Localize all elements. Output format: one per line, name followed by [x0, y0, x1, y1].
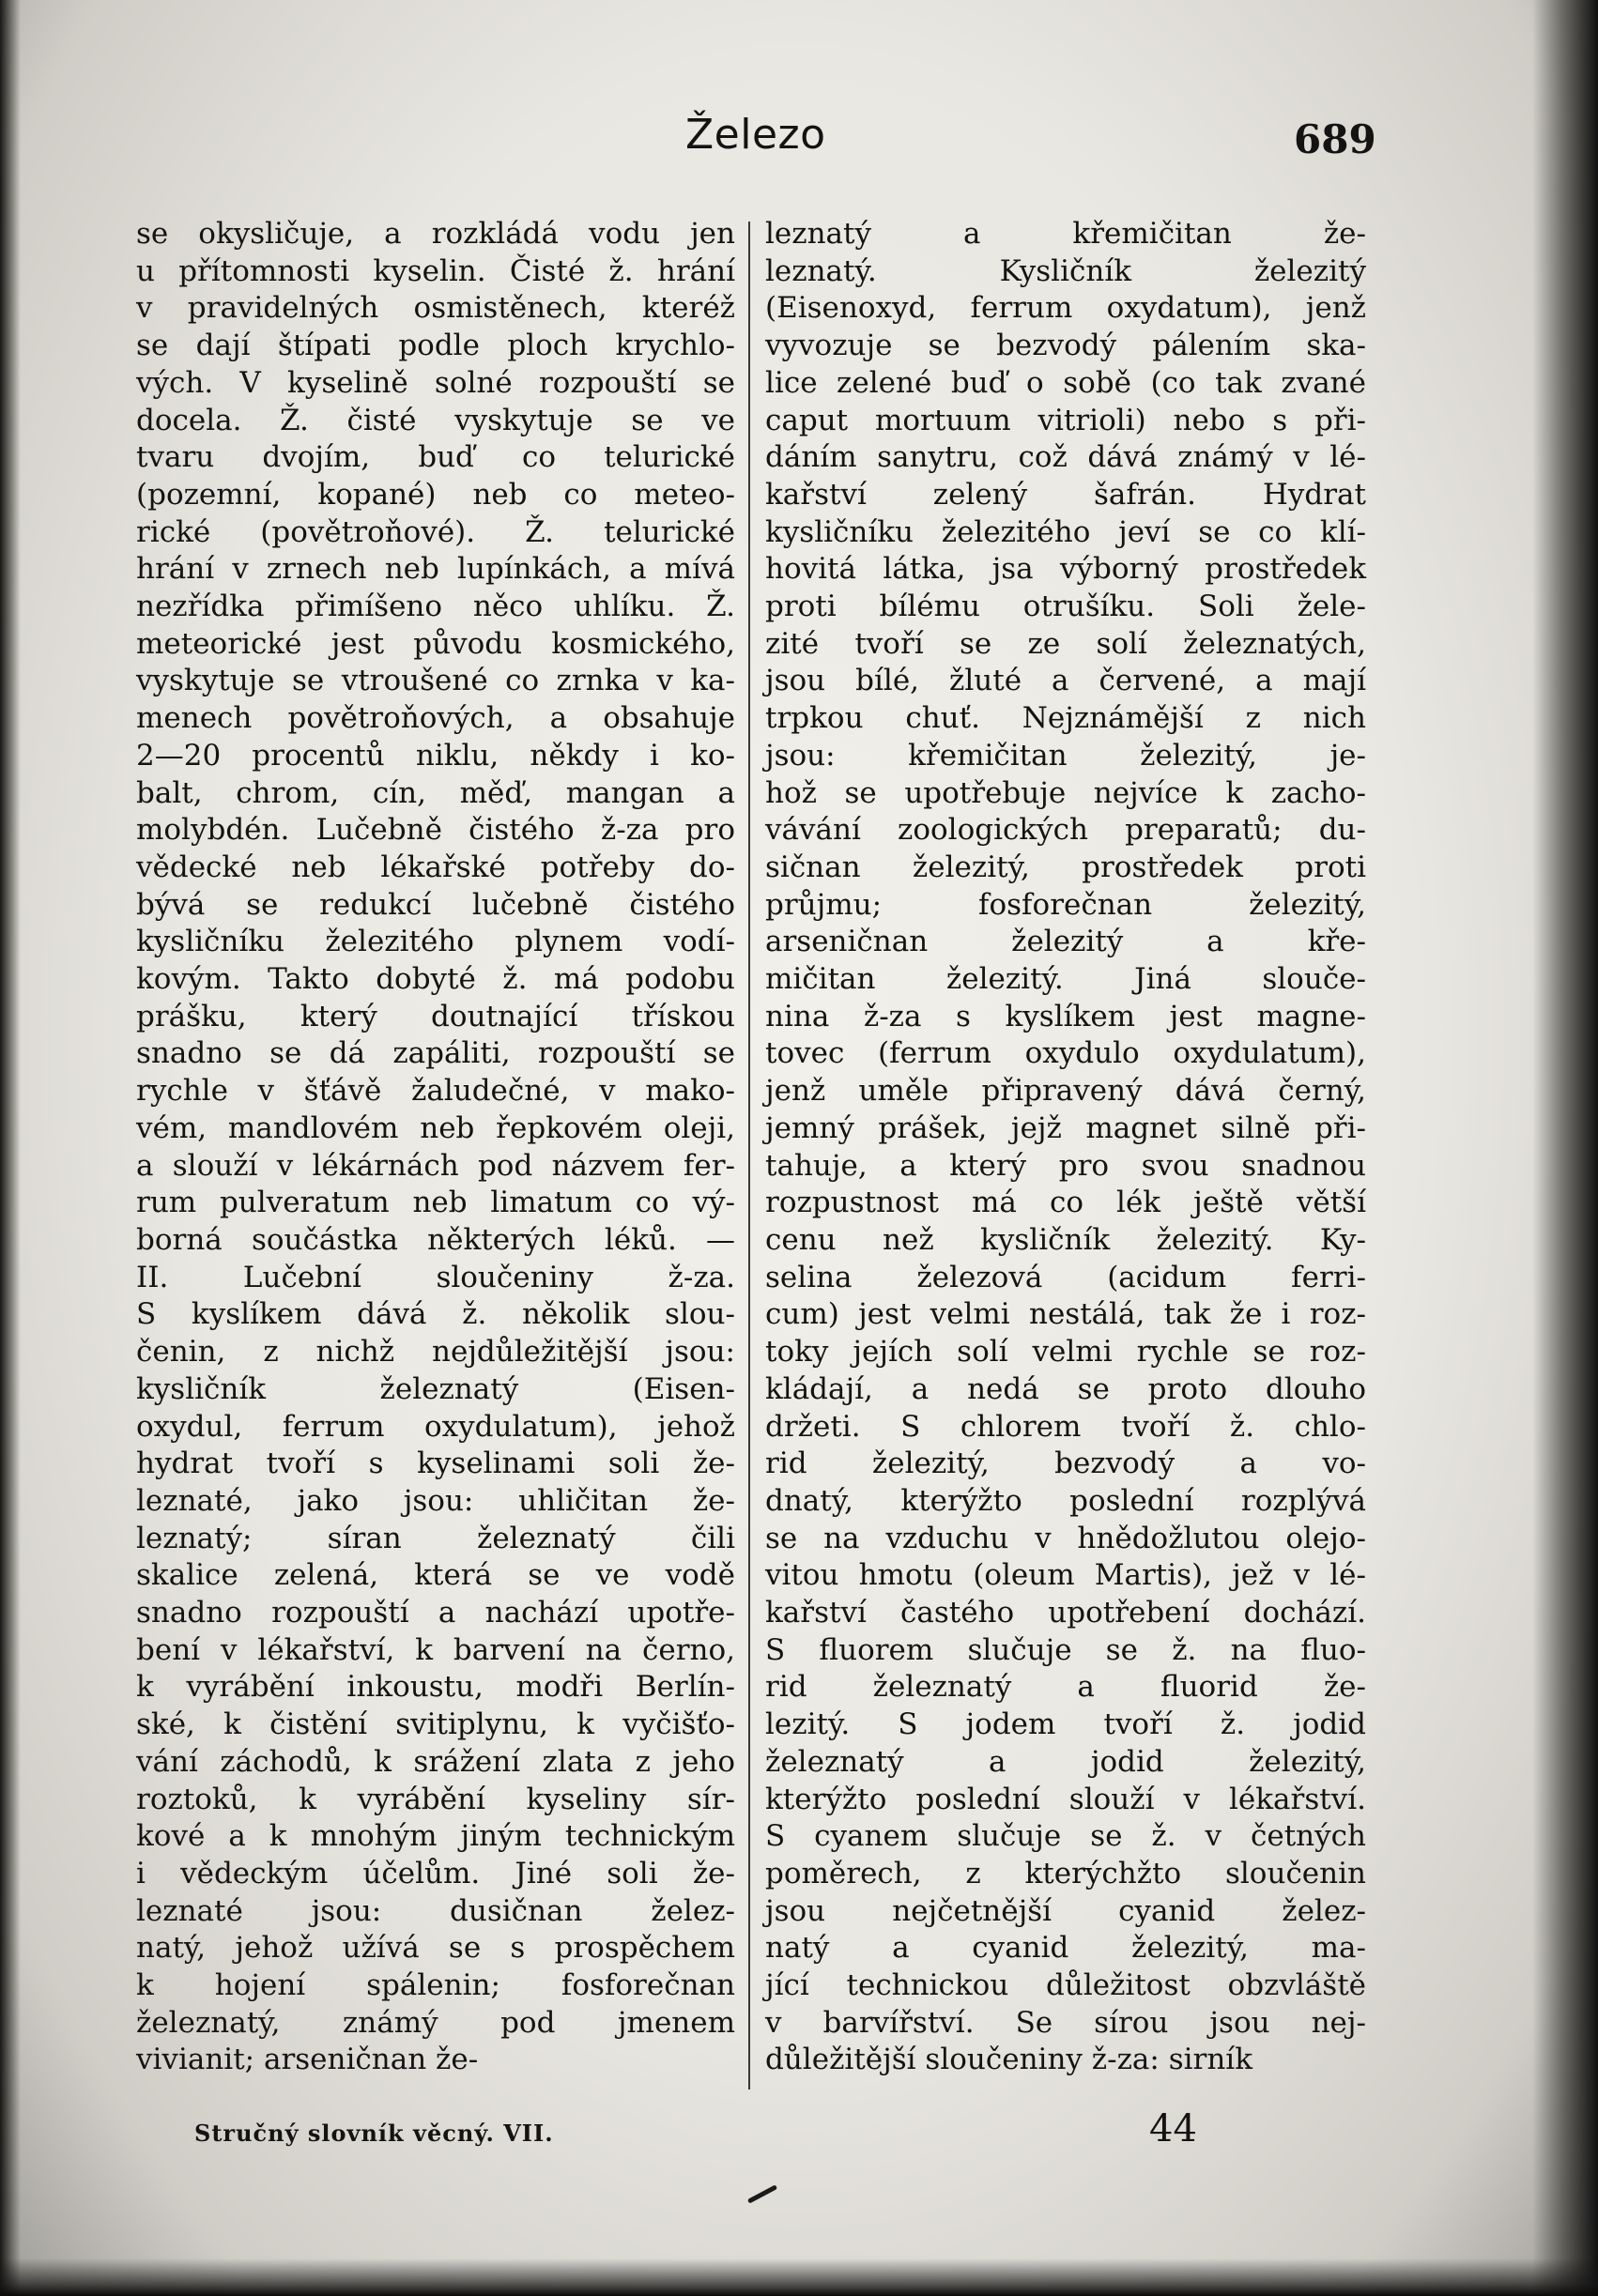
text-line: sičnan železitý, prostředek proti	[765, 850, 1366, 884]
page-shadow-right	[1532, 0, 1598, 2296]
text-line: jenž uměle připravený dává černý,	[765, 1074, 1366, 1109]
text-line: nina ž-za s kyslíkem jest magne-	[765, 999, 1366, 1033]
text-line: oxydul, ferrum oxydulatum), jehož	[136, 1409, 735, 1444]
text-line: k hojení spálenin; fosforečnan	[136, 1968, 735, 2003]
text-line: cenu než kysličník železitý. Ky-	[765, 1222, 1366, 1257]
text-line: dnatý, kterýžto poslední rozplývá	[765, 1483, 1366, 1518]
text-line: kařství častého upotřebení dochází.	[765, 1596, 1366, 1630]
text-line: důležitější sloučeniny ž-za: sirník	[765, 2043, 1253, 2077]
text-line: hydrat tvoří s kyselinami soli že-	[136, 1446, 735, 1481]
text-line: toky jejích solí velmi rychle se roz-	[765, 1335, 1366, 1370]
text-line: hož se upotřebuje nejvíce k zacho-	[765, 775, 1366, 810]
text-line: bení v lékařství, k barvení na černo,	[136, 1632, 735, 1667]
text-line: kysličníku železitého jeví se co klí-	[765, 514, 1366, 549]
text-line: trpkou chuť. Nejznámější z nich	[765, 701, 1366, 736]
text-line: kové a k mnohým jiným technickým	[136, 1819, 735, 1854]
text-line: jsou nejčetnější cyanid želez-	[765, 1893, 1366, 1928]
text-line: snadno rozpouští a nachází upotře-	[136, 1596, 735, 1630]
text-line: cum) jest velmi nestálá, tak že i roz-	[765, 1297, 1366, 1332]
text-line: meteorické jest původu kosmického,	[136, 626, 735, 661]
text-column-right	[765, 216, 1366, 2079]
text-line: leznatý; síran železnatý čili	[136, 1521, 735, 1555]
text-line: poměrech, z kterýchžto sloučenin	[765, 1856, 1366, 1890]
text-line: kysličníku železitého plynem vodí-	[136, 925, 735, 959]
text-line: kládají, a nedá se proto dlouho	[765, 1371, 1366, 1406]
text-line: mičitan železitý. Jiná slouče-	[765, 962, 1366, 997]
text-line: se dají štípati podle ploch krychlo-	[136, 329, 735, 363]
text-line: železnatý a jodid železitý,	[765, 1744, 1366, 1779]
text-line: balt, chrom, cín, měď, mangan a	[136, 775, 735, 810]
text-line: vém, mandlovém neb řepkovém oleji,	[136, 1110, 735, 1145]
text-line: vivianit; arseničnan že-	[136, 2043, 479, 2077]
text-line: S kyslíkem dává ž. několik slou-	[136, 1297, 735, 1332]
text-line: jící technickou důležitost obzvláště	[765, 1968, 1366, 2003]
sheet-number: 44	[1149, 2107, 1197, 2151]
text-line: caput mortuum vitrioli) nebo s při-	[765, 403, 1366, 437]
running-head-title: Železo	[685, 111, 826, 159]
text-line: skalice zelená, která se ve vodě	[136, 1558, 735, 1593]
text-line: zité tvoří se ze solí železnatých,	[765, 626, 1366, 661]
ink-mark	[747, 2184, 777, 2203]
text-line: kařství zelený šafrán. Hydrat	[765, 477, 1366, 512]
text-line: jsou bílé, žluté a červené, a mají	[765, 664, 1366, 698]
text-line: hovitá látka, jsa výborný prostředek	[765, 552, 1366, 587]
text-line: S fluorem slučuje se ž. na fluo-	[765, 1632, 1366, 1667]
text-line: (Eisenoxyd, ferrum oxydatum), jenž	[765, 291, 1366, 326]
text-line: leznaté, jako jsou: uhličitan že-	[136, 1483, 735, 1518]
text-line: rychle v šťávě žaludečné, v mako-	[136, 1074, 735, 1109]
text-line: vyskytuje se vtroušené co zrnka v ka-	[136, 664, 735, 698]
text-line: k vyrábění inkoustu, modři Berlín-	[136, 1670, 735, 1705]
text-line: rid železitý, bezvodý a vo-	[765, 1446, 1366, 1481]
text-line: natý a cyanid železitý, ma-	[765, 1931, 1366, 1966]
text-line: rozpustnost má co lék ještě větší	[765, 1186, 1366, 1220]
text-line: a slouží v lékárnách pod názvem fer-	[136, 1148, 735, 1183]
text-line: tahuje, a který pro svou snadnou	[765, 1148, 1366, 1183]
signature-line: Stručný slovník věcný. VII.	[194, 2120, 554, 2147]
text-line: železnatý, známý pod jmenem	[136, 2005, 735, 2040]
text-line: leznaté jsou: dusičnan želez-	[136, 1893, 735, 1928]
text-line: jsou: křemičitan železitý, je-	[765, 738, 1366, 773]
text-line: hrání v zrnech neb lupínkách, a mívá	[136, 552, 735, 587]
text-line: jemný prášek, jejž magnet silně při-	[765, 1110, 1366, 1145]
text-line: menech povětroňových, a obsahuje	[136, 701, 735, 736]
text-line: u přítomnosti kyselin. Čisté ž. hrání	[136, 253, 735, 288]
text-line: roztoků, k vyrábění kyseliny sír-	[136, 1782, 735, 1816]
text-line: rické (povětroňové). Ž. telurické	[136, 514, 735, 549]
text-line: lice zelené buď o sobě (co tak zvané	[765, 365, 1366, 400]
text-line: průjmu; fosforečnan železitý,	[765, 887, 1366, 922]
text-line: vyvozuje se bezvodý pálením ska-	[765, 329, 1366, 363]
text-line: tovec (ferrum oxydulo oxydulatum),	[765, 1036, 1366, 1071]
text-column-left	[136, 216, 735, 2079]
text-line: rid železnatý a fluorid že-	[765, 1670, 1366, 1705]
text-line: kterýžto poslední slouží v lékařství.	[765, 1782, 1366, 1816]
text-line: se na vzduchu v hnědožlutou olejo-	[765, 1521, 1366, 1555]
text-line: S cyanem slučuje se ž. v četných	[765, 1819, 1366, 1854]
text-line: vitou hmotu (oleum Martis), jež v lé-	[765, 1558, 1366, 1593]
text-line: tvaru dvojím, buď co telurické	[136, 440, 735, 475]
text-line: vých. V kyselině solné rozpouští se	[136, 365, 735, 400]
text-line: nezřídka přimíšeno něco uhlíku. Ž.	[136, 589, 735, 624]
text-line: kysličník železnatý (Eisen-	[136, 1371, 735, 1406]
text-line: v barvířství. Se sírou jsou nej-	[765, 2005, 1366, 2040]
text-line: bývá se redukcí lučebně čistého	[136, 887, 735, 922]
text-line: (pozemní, kopané) neb co meteo-	[136, 477, 735, 512]
text-line: arseničnan železitý a kře-	[765, 925, 1366, 959]
text-line: kovým. Takto dobyté ž. má podobu	[136, 962, 735, 997]
text-line: ské, k čistění svitiplynu, k vyčišťo-	[136, 1707, 735, 1742]
page-shadow-left	[0, 0, 21, 2296]
text-line: leznatý a křemičitan že-	[765, 217, 1366, 251]
text-line: čenin, z nichž nejdůležitější jsou:	[136, 1335, 735, 1370]
page-shadow-bottom	[0, 2258, 1598, 2296]
text-line: vědecké neb lékařské potřeby do-	[136, 850, 735, 884]
text-line: docela. Ž. čisté vyskytuje se ve	[136, 403, 735, 437]
text-line: v pravidelných osmistěnech, kteréž	[136, 291, 735, 326]
text-line: proti bílému otrušíku. Soli žele-	[765, 589, 1366, 624]
text-line: selina železová (acidum ferri-	[765, 1260, 1366, 1294]
text-line: lezitý. S jodem tvoří ž. jodid	[765, 1707, 1366, 1742]
text-line: vání záchodů, k srážení zlata z jeho	[136, 1744, 735, 1779]
text-line: prášku, který doutnající třískou	[136, 999, 735, 1033]
text-line: snadno se dá zapáliti, rozpouští se	[136, 1036, 735, 1071]
text-line: i vědeckým účelům. Jiné soli že-	[136, 1856, 735, 1890]
text-line: 2—20 procentů niklu, někdy i ko-	[136, 738, 735, 773]
text-line: vávání zoologických preparatů; du-	[765, 813, 1366, 848]
text-line: molybdén. Lučebně čistého ž-za pro	[136, 813, 735, 848]
text-line: natý, jehož užívá se s prospěchem	[136, 1931, 735, 1966]
text-line: borná součástka některých léků. —	[136, 1222, 735, 1257]
text-line: II. Lučební sloučeniny ž-za.	[136, 1260, 735, 1294]
text-line: leznatý. Kysličník železitý	[765, 253, 1366, 288]
column-divider	[748, 222, 750, 2089]
text-line: držeti. S chlorem tvoří ž. chlo-	[765, 1409, 1366, 1444]
text-line: dáním sanytru, což dává známý v lé-	[765, 440, 1366, 475]
page-number: 689	[1294, 116, 1376, 162]
text-line: se okysličuje, a rozkládá vodu jen	[136, 217, 735, 251]
text-line: rum pulveratum neb limatum co vý-	[136, 1186, 735, 1220]
